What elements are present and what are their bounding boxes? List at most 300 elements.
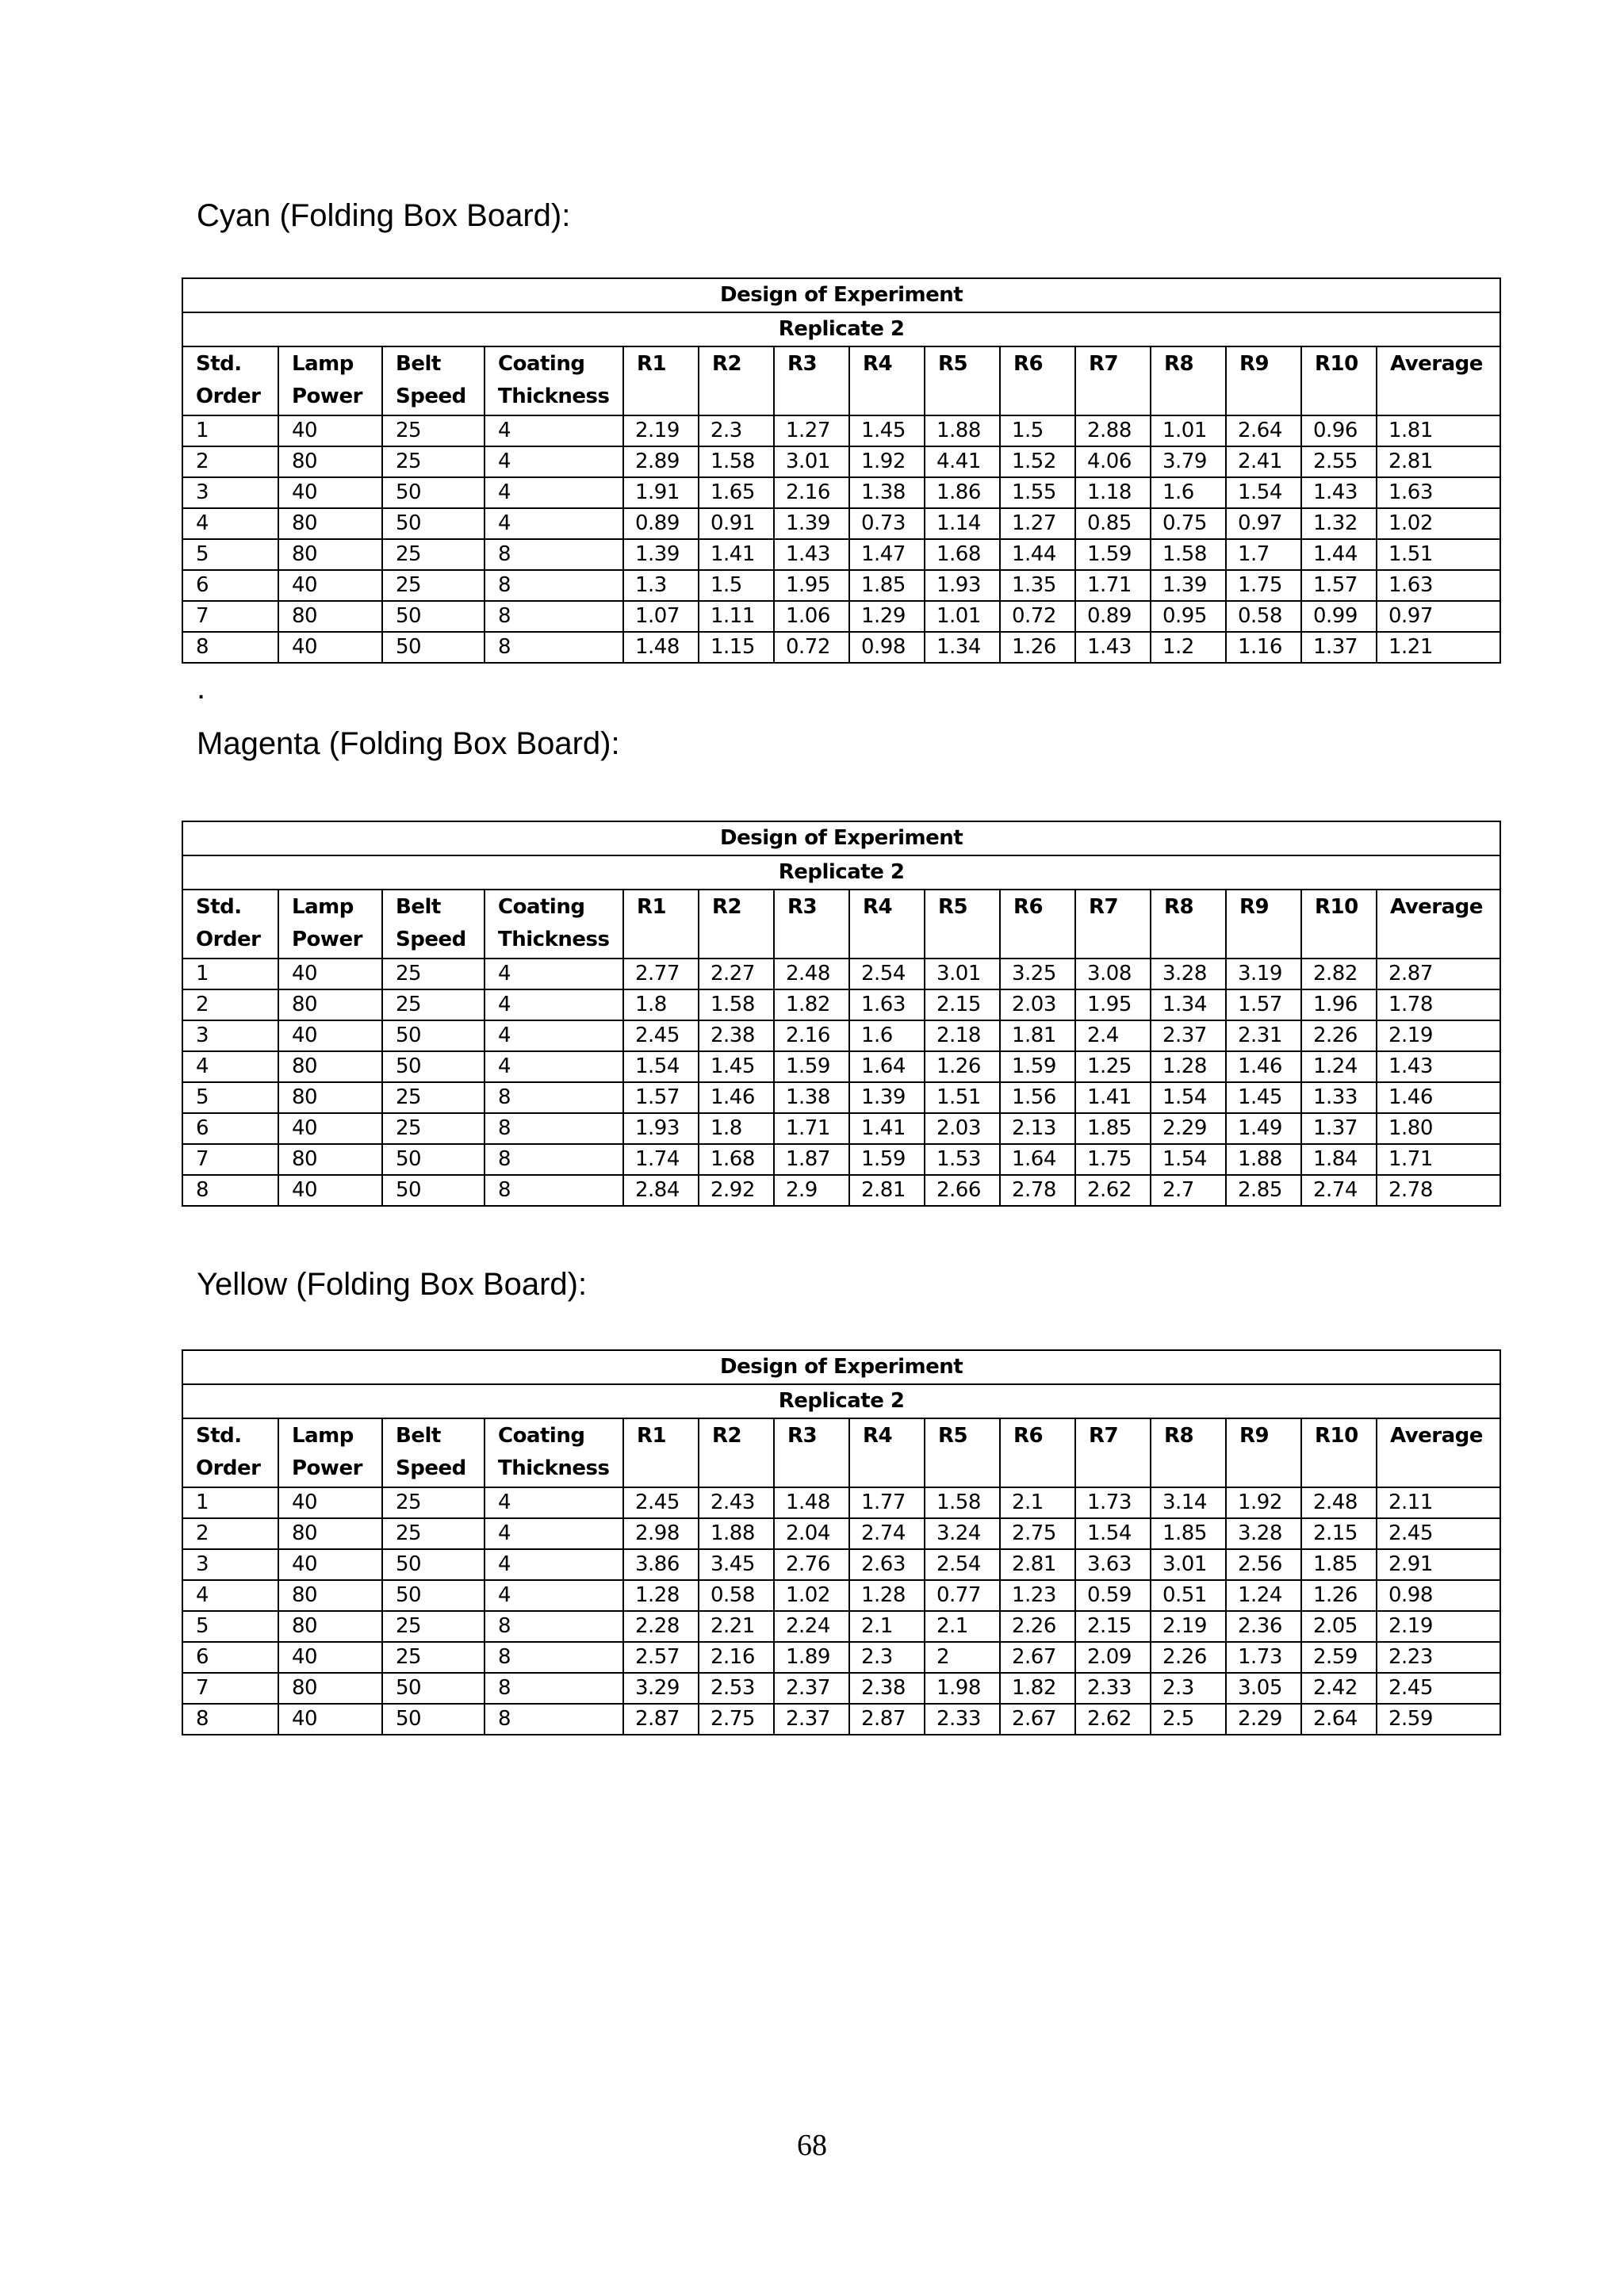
column-header-line: Std. [196, 1424, 242, 1448]
table-cell: 1.46 [1377, 1082, 1500, 1113]
table-cell: 2 [182, 446, 278, 477]
table-cell: 2.92 [699, 1175, 774, 1206]
table-cell: 8 [485, 601, 623, 632]
table-cell: 7 [182, 1144, 278, 1175]
table-cell: 2.1 [925, 1611, 1000, 1642]
table-cell: 2.48 [774, 959, 849, 989]
column-header-line: R8 [1164, 352, 1194, 376]
table-cell: 1.29 [849, 601, 925, 632]
table-cell: 1.63 [1377, 477, 1500, 508]
table-cell: 2.5 [1151, 1704, 1226, 1735]
table-row [182, 539, 1500, 570]
table-cell: 1.85 [1301, 1549, 1377, 1580]
column-header-line: Speed [396, 1456, 466, 1480]
table-cell: 1.38 [849, 477, 925, 508]
table-cell: 2.84 [623, 1175, 699, 1206]
table-cell: 3.29 [623, 1673, 699, 1704]
column-header-line: Average [1390, 895, 1483, 919]
table-cell: 40 [278, 1487, 382, 1518]
table-cell: 2.45 [623, 1020, 699, 1051]
table-cell: 1.21 [1377, 632, 1500, 663]
table-cell: 2.98 [623, 1518, 699, 1549]
table-cell: 4.06 [1075, 446, 1151, 477]
table-cell: 1.57 [1226, 989, 1301, 1020]
table-cell: 50 [382, 632, 485, 663]
column-header [1301, 346, 1377, 415]
table-cell: 50 [382, 1020, 485, 1051]
table-cell: 2.33 [925, 1704, 1000, 1735]
column-header-line: R5 [938, 352, 968, 376]
column-header [1301, 890, 1377, 959]
table-cell: 1.37 [1301, 632, 1377, 663]
table-cell: 1.52 [1000, 446, 1075, 477]
table-cell: 7 [182, 601, 278, 632]
table-cell: 3 [182, 1549, 278, 1580]
table-cell: 3.01 [774, 446, 849, 477]
table-cell: 2.37 [1151, 1020, 1226, 1051]
table-cell: 4 [182, 1051, 278, 1082]
table-cell: 40 [278, 415, 382, 446]
table-cell: 2.03 [1000, 989, 1075, 1020]
table-cell: 1.01 [1151, 415, 1226, 446]
table-cell: 40 [278, 570, 382, 601]
table-cell: 2.38 [699, 1020, 774, 1051]
page-number: 68 [797, 2129, 827, 2162]
table-cell: 2.15 [925, 989, 1000, 1020]
table-cell: 2.24 [774, 1611, 849, 1642]
table-row [182, 959, 1500, 989]
table-cell: 50 [382, 1051, 485, 1082]
table-cell: 1.81 [1000, 1020, 1075, 1051]
table-cell: 1.92 [1226, 1487, 1301, 1518]
table-cell: 3.25 [1000, 959, 1075, 989]
table-cell: 1.68 [699, 1144, 774, 1175]
table-cell: 2.87 [1377, 959, 1500, 989]
column-header-line: Average [1390, 1424, 1483, 1448]
table-cell: 1.56 [1000, 1082, 1075, 1113]
table-cell: 2.26 [1000, 1611, 1075, 1642]
table-cell: 3.86 [623, 1549, 699, 1580]
table-cell: 1.49 [1226, 1113, 1301, 1144]
table-cell: 1.37 [1301, 1113, 1377, 1144]
table-cell: 2.3 [1151, 1673, 1226, 1704]
table-row [182, 415, 1500, 446]
table-cell: 0.73 [849, 508, 925, 539]
table-cell: 2.45 [1377, 1518, 1500, 1549]
table-cell: 2.29 [1226, 1704, 1301, 1735]
table-cell: 2.3 [699, 415, 774, 446]
table-cell: 2.82 [1301, 959, 1377, 989]
column-header [382, 890, 485, 959]
table-cell: 0.58 [1226, 601, 1301, 632]
table-cell: 2.19 [1377, 1020, 1500, 1051]
column-header-line: R10 [1315, 352, 1358, 376]
table-cell: 1.6 [1151, 477, 1226, 508]
table-cell: 2.23 [1377, 1642, 1500, 1673]
table-cell: 2.89 [623, 446, 699, 477]
column-header-line: Speed [396, 385, 466, 408]
column-header-line: Power [292, 385, 362, 408]
table-cell: 1.27 [774, 415, 849, 446]
table-cell: 1.77 [849, 1487, 925, 1518]
table-cell: 2.55 [1301, 446, 1377, 477]
table-cell: 2 [182, 1518, 278, 1549]
table-cell: 0.95 [1151, 601, 1226, 632]
table-cell: 2.3 [849, 1642, 925, 1673]
table-cell: 8 [485, 1175, 623, 1206]
table-row [182, 1611, 1500, 1642]
table-cell: 1.41 [849, 1113, 925, 1144]
table-cell: 80 [278, 1144, 382, 1175]
table-cell: 1.06 [774, 601, 849, 632]
table-cell: 2.74 [849, 1518, 925, 1549]
table-cell: 1.44 [1301, 539, 1377, 570]
table-cell: 1.84 [1301, 1144, 1377, 1175]
table-cell: 25 [382, 959, 485, 989]
table-cell: 50 [382, 1580, 485, 1611]
table-cell: 80 [278, 1518, 382, 1549]
table-cell: 1.02 [1377, 508, 1500, 539]
table-cell: 1.58 [699, 989, 774, 1020]
table-cell: 1.35 [1000, 570, 1075, 601]
table-row [182, 1518, 1500, 1549]
column-header [1075, 1418, 1151, 1487]
table-cell: 1.51 [925, 1082, 1000, 1113]
column-header-line: Std. [196, 352, 242, 376]
table-cell: 1.81 [1377, 415, 1500, 446]
table-cell: 1.88 [1226, 1144, 1301, 1175]
column-header [1377, 890, 1500, 959]
table-cell: 25 [382, 1487, 485, 1518]
table-cell: 2.48 [1301, 1487, 1377, 1518]
table-cell: 4 [485, 1549, 623, 1580]
table-cell: 5 [182, 539, 278, 570]
column-header-line: Speed [396, 928, 466, 951]
table-cell: 2.76 [774, 1549, 849, 1580]
table-cell: 1.59 [1075, 539, 1151, 570]
column-header-line: Coating [498, 1424, 585, 1448]
table-cell: 50 [382, 1175, 485, 1206]
table-cell: 4 [485, 477, 623, 508]
table-cell: 1.55 [1000, 477, 1075, 508]
column-header [485, 346, 623, 415]
table-cell: 0.89 [1075, 601, 1151, 632]
column-header [623, 890, 699, 959]
table-cell: 2.19 [623, 415, 699, 446]
table-cell: 1.57 [1301, 570, 1377, 601]
table-cell: 3.05 [1226, 1673, 1301, 1704]
table-cell: 2 [182, 989, 278, 1020]
table-cell: 50 [382, 601, 485, 632]
table-cell: 0.75 [1151, 508, 1226, 539]
table-cell: 2.78 [1000, 1175, 1075, 1206]
yellow-heading: Yellow (Folding Box Board): [197, 1267, 588, 1302]
table-cell: 2.59 [1301, 1642, 1377, 1673]
table-cell: 1.7 [1226, 539, 1301, 570]
table-cell: 2.85 [1226, 1175, 1301, 1206]
column-header-line: Lamp [292, 352, 354, 376]
table-cell: 4 [485, 508, 623, 539]
table-cell: 1.96 [1301, 989, 1377, 1020]
table-subtitle: Replicate 2 [182, 855, 1500, 890]
table-cell: 1.3 [623, 570, 699, 601]
table-cell: 1.45 [699, 1051, 774, 1082]
table-cell: 40 [278, 1113, 382, 1144]
table-cell: 1.71 [774, 1113, 849, 1144]
table-cell: 3.45 [699, 1549, 774, 1580]
column-header-line: R6 [1013, 352, 1044, 376]
table-cell: 3.01 [925, 959, 1000, 989]
column-header [1301, 1418, 1377, 1487]
table-cell: 1.89 [774, 1642, 849, 1673]
table-cell: 2.45 [1377, 1673, 1500, 1704]
table-cell: 25 [382, 446, 485, 477]
table-cell: 2.13 [1000, 1113, 1075, 1144]
table-cell: 1.26 [925, 1051, 1000, 1082]
table-row [182, 1113, 1500, 1144]
table-cell: 4 [182, 508, 278, 539]
table-cell: 8 [485, 1642, 623, 1673]
column-header-line: Coating [498, 895, 585, 919]
table-cell: 1.87 [774, 1144, 849, 1175]
table-cell: 2.31 [1226, 1020, 1301, 1051]
table-cell: 2.26 [1151, 1642, 1226, 1673]
table-cell: 0.51 [1151, 1580, 1226, 1611]
column-header-line: Coating [498, 352, 585, 376]
table-cell: 2.54 [925, 1549, 1000, 1580]
column-header-line: R10 [1315, 1424, 1358, 1448]
table-row [182, 508, 1500, 539]
table-cell: 1.51 [1377, 539, 1500, 570]
table-row [182, 1642, 1500, 1673]
column-header [182, 346, 278, 415]
column-header-line: R3 [787, 1424, 818, 1448]
table-cell: 0.99 [1301, 601, 1377, 632]
table-cell: 2.33 [1075, 1673, 1151, 1704]
column-header-line: Thickness [498, 385, 610, 408]
column-header [699, 1418, 774, 1487]
table-cell: 2.54 [849, 959, 925, 989]
table-row [182, 1020, 1500, 1051]
table-cell: 1.18 [1075, 477, 1151, 508]
table-cell: 2.7 [1151, 1175, 1226, 1206]
table-cell: 2.4 [1075, 1020, 1151, 1051]
table-row [182, 1673, 1500, 1704]
table-cell: 1.59 [1000, 1051, 1075, 1082]
table-cell: 1.32 [1301, 508, 1377, 539]
column-header [182, 890, 278, 959]
table-cell: 2.81 [1377, 446, 1500, 477]
table-cell: 25 [382, 989, 485, 1020]
table-cell: 0.77 [925, 1580, 1000, 1611]
table-cell: 40 [278, 477, 382, 508]
table-cell: 0.58 [699, 1580, 774, 1611]
table-cell: 1.44 [1000, 539, 1075, 570]
table-cell: 1.11 [699, 601, 774, 632]
table-cell: 4 [485, 1518, 623, 1549]
table-cell: 1.64 [1000, 1144, 1075, 1175]
table-subtitle: Replicate 2 [182, 312, 1500, 346]
table-row [182, 1487, 1500, 1518]
table-cell: 2.15 [1075, 1611, 1151, 1642]
table-cell: 3.24 [925, 1518, 1000, 1549]
table-cell: 1.16 [1226, 632, 1301, 663]
table-cell: 1.43 [1075, 632, 1151, 663]
column-header [1151, 346, 1226, 415]
table-cell: 1.48 [774, 1487, 849, 1518]
table-cell: 2.9 [774, 1175, 849, 1206]
table-cell: 1.39 [1151, 570, 1226, 601]
table-cell: 1.38 [774, 1082, 849, 1113]
table-cell: 8 [485, 1611, 623, 1642]
column-header-line: Lamp [292, 1424, 354, 1448]
table-cell: 4 [485, 959, 623, 989]
column-header-line: R1 [637, 1424, 667, 1448]
table-cell: 2.62 [1075, 1704, 1151, 1735]
table-cell: 1.88 [699, 1518, 774, 1549]
table-cell: 1.54 [1075, 1518, 1151, 1549]
table-cell: 1.6 [849, 1020, 925, 1051]
table-cell: 3.79 [1151, 446, 1226, 477]
table-cell: 2.15 [1301, 1518, 1377, 1549]
table-cell: 2.21 [699, 1611, 774, 1642]
column-header-line: Belt [396, 1424, 441, 1448]
table-cell: 1.58 [699, 446, 774, 477]
table-cell: 2.41 [1226, 446, 1301, 477]
table-cell: 1.80 [1377, 1113, 1500, 1144]
table-cell: 80 [278, 539, 382, 570]
column-header-line: R7 [1089, 895, 1119, 919]
table-cell: 1.71 [1075, 570, 1151, 601]
table-cell: 1.27 [1000, 508, 1075, 539]
table-cell: 2.66 [925, 1175, 1000, 1206]
separator-dot: . [197, 671, 206, 706]
table-cell: 25 [382, 1642, 485, 1673]
header-row [182, 346, 1500, 415]
table-cell: 1.45 [849, 415, 925, 446]
table-cell: 8 [485, 1113, 623, 1144]
table-cell: 1.88 [925, 415, 1000, 446]
table-cell: 1.93 [925, 570, 1000, 601]
table-cell: 1.54 [623, 1051, 699, 1082]
column-header-line: R9 [1239, 352, 1270, 376]
table-cell: 2.16 [774, 1020, 849, 1051]
table-cell: 2.91 [1377, 1549, 1500, 1580]
table-cell: 2.1 [849, 1611, 925, 1642]
table-cell: 8 [182, 632, 278, 663]
table-cell: 8 [485, 570, 623, 601]
table-cell: 3.28 [1226, 1518, 1301, 1549]
table-cell: 2.42 [1301, 1673, 1377, 1704]
table-cell: 2.77 [623, 959, 699, 989]
table-cell: 2.59 [1377, 1704, 1500, 1735]
column-header-line: R3 [787, 895, 818, 919]
table-cell: 1.57 [623, 1082, 699, 1113]
table-cell: 40 [278, 1175, 382, 1206]
column-header [485, 1418, 623, 1487]
table-cell: 2 [925, 1642, 1000, 1673]
table-cell: 1.85 [1075, 1113, 1151, 1144]
table-cell: 8 [485, 1144, 623, 1175]
column-header-line: R9 [1239, 1424, 1270, 1448]
column-header [485, 890, 623, 959]
column-header [1075, 890, 1151, 959]
table-cell: 1.46 [699, 1082, 774, 1113]
table-cell: 8 [182, 1175, 278, 1206]
table-cell: 1 [182, 415, 278, 446]
table-cell: 25 [382, 1113, 485, 1144]
table-cell: 1.85 [849, 570, 925, 601]
table-cell: 1.63 [1377, 570, 1500, 601]
column-header [774, 346, 849, 415]
table-cell: 1.28 [849, 1580, 925, 1611]
column-header [382, 346, 485, 415]
table-cell: 2.18 [925, 1020, 1000, 1051]
column-header-line: Belt [396, 352, 441, 376]
table-cell: 2.1 [1000, 1487, 1075, 1518]
column-header [623, 1418, 699, 1487]
table-cell: 1.23 [1000, 1580, 1075, 1611]
table-cell: 2.36 [1226, 1611, 1301, 1642]
table-cell: 2.43 [699, 1487, 774, 1518]
table-cell: 50 [382, 1673, 485, 1704]
table-cell: 2.16 [774, 477, 849, 508]
table-cell: 1.47 [849, 539, 925, 570]
table-cell: 1.53 [925, 1144, 1000, 1175]
table-cell: 1.8 [623, 989, 699, 1020]
table-cell: 0.85 [1075, 508, 1151, 539]
table-cell: 2.53 [699, 1673, 774, 1704]
table-cell: 8 [485, 1673, 623, 1704]
column-header-line: R4 [863, 352, 893, 376]
table-cell: 1.92 [849, 446, 925, 477]
table-cell: 6 [182, 1113, 278, 1144]
table-cell: 25 [382, 570, 485, 601]
table-cell: 1.85 [1151, 1518, 1226, 1549]
column-header-line: R4 [863, 1424, 893, 1448]
table-cell: 0.97 [1226, 508, 1301, 539]
table-cell: 1.43 [1301, 477, 1377, 508]
table-cell: 3.28 [1151, 959, 1226, 989]
table-cell: 50 [382, 1704, 485, 1735]
table-cell: 1.2 [1151, 632, 1226, 663]
table-cell: 2.75 [1000, 1518, 1075, 1549]
table-cell: 0.98 [1377, 1580, 1500, 1611]
column-header [1000, 890, 1075, 959]
table-cell: 2.62 [1075, 1175, 1151, 1206]
table-row [182, 1082, 1500, 1113]
table-cell: 1.8 [699, 1113, 774, 1144]
table-cell: 1.71 [1377, 1144, 1500, 1175]
table-cell: 50 [382, 477, 485, 508]
table-cell: 40 [278, 1642, 382, 1673]
table-cell: 3.63 [1075, 1549, 1151, 1580]
table-cell: 1.33 [1301, 1082, 1377, 1113]
table-cell: 2.64 [1301, 1704, 1377, 1735]
column-header [1151, 890, 1226, 959]
table-cell: 2.27 [699, 959, 774, 989]
table-cell: 1.54 [1151, 1082, 1226, 1113]
table-cell: 2.38 [849, 1673, 925, 1704]
table-cell: 80 [278, 508, 382, 539]
table-cell: 5 [182, 1082, 278, 1113]
table-cell: 80 [278, 989, 382, 1020]
table-row [182, 1549, 1500, 1580]
table-cell: 1.59 [849, 1144, 925, 1175]
table-cell: 1.28 [1151, 1051, 1226, 1082]
table-cell: 1.43 [1377, 1051, 1500, 1082]
table-cell: 0.59 [1075, 1580, 1151, 1611]
